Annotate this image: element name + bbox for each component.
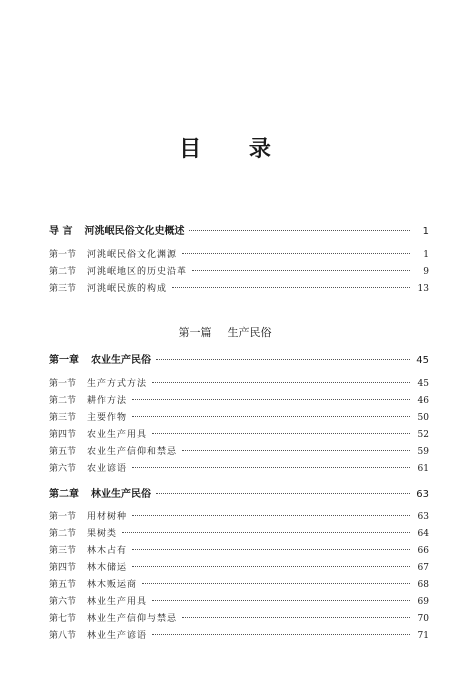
entry-title: 林业生产谚语 (87, 631, 148, 641)
leader-dots (132, 399, 410, 400)
toc-entry (49, 429, 429, 441)
entry-label: 第四节 (49, 430, 77, 440)
entry-page: 50 (417, 413, 429, 423)
entry-title: 林木贩运商 (87, 580, 138, 590)
leader-dots (132, 467, 410, 468)
entry-title: 林木占有 (87, 546, 128, 556)
entry-page: 67 (417, 563, 429, 573)
entry-page: 63 (417, 512, 429, 522)
entry-page: 45 (416, 355, 429, 366)
entry-page: 1 (422, 226, 429, 237)
entry-page: 45 (417, 379, 429, 389)
leader-dots (182, 450, 410, 451)
entry-page: 13 (417, 284, 429, 294)
part-heading (0, 324, 450, 340)
entry-label: 第三节 (49, 413, 77, 423)
entry-label: 第二章 (49, 489, 79, 500)
toc-entry (49, 463, 429, 475)
toc-entry (49, 412, 429, 424)
entry-title: 生产方式方法 (87, 379, 148, 389)
toc-entry (49, 528, 429, 540)
leader-dots (192, 270, 410, 271)
toc-entry (49, 630, 429, 642)
entry-page: 1 (423, 250, 429, 260)
entry-label: 第六节 (49, 464, 77, 474)
leader-dots (142, 583, 410, 584)
toc-entry (49, 266, 429, 278)
leader-dots (189, 230, 410, 231)
entry-label: 第一章 (49, 355, 79, 366)
leader-dots (132, 549, 410, 550)
entry-page: 64 (417, 529, 429, 539)
entry-title: 林业生产民俗 (91, 489, 151, 500)
entry-title: 主要作物 (87, 413, 128, 423)
entry-title: 用材树种 (87, 512, 128, 522)
entry-label: 第三节 (49, 546, 77, 556)
entry-page: 69 (417, 597, 429, 607)
toc-entry-intro (49, 226, 429, 238)
entry-page: 46 (417, 396, 429, 406)
entry-page: 9 (423, 267, 429, 277)
leader-dots (172, 287, 410, 288)
toc-entry (49, 378, 429, 390)
entry-title: 河洮岷民族的构成 (87, 284, 168, 294)
entry-label: 第六节 (49, 597, 77, 607)
entry-page: 63 (416, 489, 429, 500)
entry-label: 第一节 (49, 512, 77, 522)
entry-label: 第四节 (49, 563, 77, 573)
leader-dots (156, 359, 410, 360)
entry-page: 52 (417, 430, 429, 440)
toc-entry (49, 579, 429, 591)
entry-title: 果树类 (87, 529, 118, 539)
entry-title: 林木储运 (87, 563, 128, 573)
entry-page: 61 (417, 464, 429, 474)
leader-dots (182, 617, 410, 618)
toc-entry-chapter (49, 489, 429, 501)
toc-entry (49, 511, 429, 523)
toc-entry (49, 395, 429, 407)
entry-page: 66 (417, 546, 429, 556)
entry-title: 农业谚语 (87, 464, 128, 474)
entry-label: 第五节 (49, 447, 77, 457)
leader-dots (132, 515, 410, 516)
entry-title: 河洮岷地区的历史沿革 (87, 267, 188, 277)
toc-entry (49, 545, 429, 557)
part-title: 生产民俗 (227, 326, 272, 339)
leader-dots (122, 532, 410, 533)
toc-entry (49, 249, 429, 261)
entry-title: 农业生产用具 (87, 430, 148, 440)
entry-title: 农业生产信仰和禁忌 (87, 447, 178, 457)
leader-dots (152, 382, 410, 383)
entry-title: 农业生产民俗 (91, 355, 151, 366)
toc-entry (49, 446, 429, 458)
leader-dots (156, 493, 410, 494)
entry-title: 河洮岷民俗文化史概述 (84, 226, 185, 237)
page-title: 目 录 (179, 137, 291, 162)
toc-entry (49, 562, 429, 574)
toc-entry-chapter (49, 355, 429, 367)
entry-label: 第一节 (49, 379, 77, 389)
entry-label: 第一节 (49, 250, 77, 260)
leader-dots (132, 416, 410, 417)
entry-page: 68 (417, 580, 429, 590)
entry-title: 林业生产信仰与禁忌 (87, 614, 178, 624)
toc-entry (49, 613, 429, 625)
part-label: 第一篇 (178, 326, 212, 339)
entry-label: 导 言 (49, 226, 73, 237)
leader-dots (152, 433, 410, 434)
entry-page: 59 (417, 447, 429, 457)
entry-label: 第二节 (49, 267, 77, 277)
leader-dots (182, 253, 410, 254)
entry-label: 第七节 (49, 614, 77, 624)
toc-entry (49, 283, 429, 295)
entry-label: 第五节 (49, 580, 77, 590)
entry-page: 71 (417, 631, 429, 641)
entry-title: 河洮岷民俗文化渊源 (87, 250, 178, 260)
entry-label: 第三节 (49, 284, 77, 294)
leader-dots (152, 600, 410, 601)
entry-title: 林业生产用具 (87, 597, 148, 607)
entry-label: 第八节 (49, 631, 77, 641)
leader-dots (132, 566, 410, 567)
entry-label: 第二节 (49, 529, 77, 539)
entry-page: 70 (417, 614, 429, 624)
toc-entry (49, 596, 429, 608)
entry-title: 耕作方法 (87, 396, 128, 406)
leader-dots (152, 634, 410, 635)
entry-label: 第二节 (49, 396, 77, 406)
